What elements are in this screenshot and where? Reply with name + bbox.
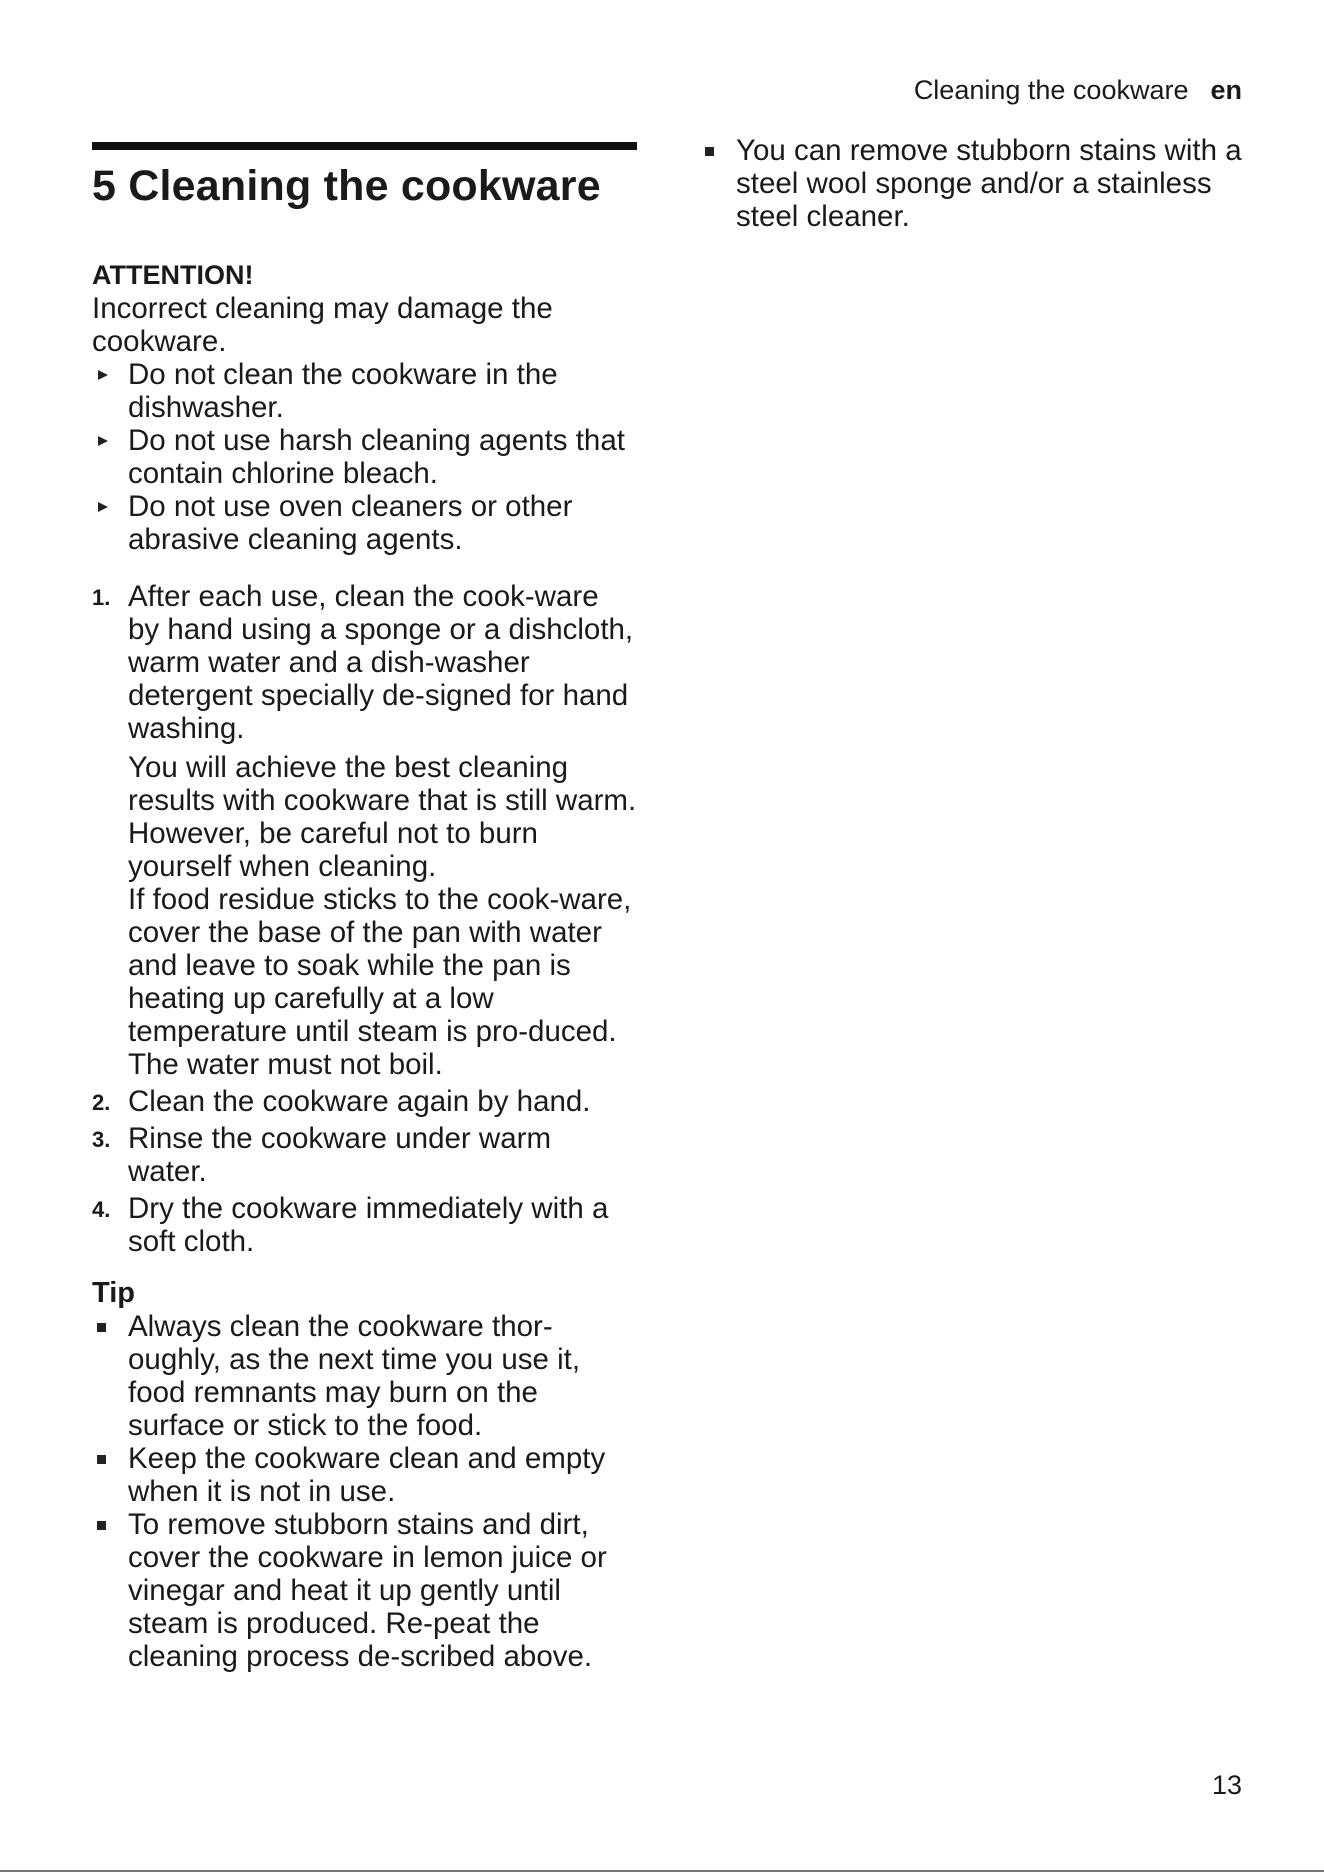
step-item — [92, 1085, 637, 1118]
right-column — [700, 134, 1245, 233]
tip-label: Tip — [92, 1277, 135, 1309]
steps-list — [92, 580, 637, 1258]
step-number: 3. — [92, 1127, 111, 1152]
attention-label: ATTENTION! — [92, 260, 254, 290]
step-note: If food residue sticks to the cook-ware, cover the base of the pan with water and leave to soak while the pan is heating up carefully at a low temperature until steam is pro-duced. The water must not boil. — [128, 883, 632, 1081]
left-column — [92, 142, 637, 1673]
section-title: Cleaning the cookware — [128, 162, 601, 210]
step-text: After each use, clean the cook-ware by hand using a sponge or a dishcloth, warm water and a dish-washer detergent specially de-signed for hand washing. — [128, 580, 634, 745]
attention-item: Do not use harsh cleaning agents that contain chlorine bleach. — [92, 424, 637, 490]
tip-item: You can remove stubborn stains with a steel wool sponge and/or a stainless steel cleaner. — [700, 134, 1245, 233]
section-number: 5 — [92, 162, 117, 210]
running-header — [914, 74, 1242, 106]
attention-item: Do not use oven cleaners or other abrasive cleaning agents. — [92, 490, 637, 556]
tip-list-continued — [700, 134, 1245, 233]
attention-list — [92, 358, 637, 556]
step-text: Rinse the cookware under warm water. — [128, 1122, 552, 1188]
tip-list — [92, 1310, 637, 1673]
step-item — [92, 1192, 637, 1258]
page-number: 13 — [1211, 1770, 1242, 1800]
section-heading — [92, 160, 637, 212]
step-text: Clean the cookware again by hand. — [128, 1085, 591, 1118]
tip-item: Keep the cookware clean and empty when it is not in use. — [92, 1442, 637, 1508]
step-item — [92, 580, 637, 1081]
tip-item: Always clean the cookware thor-oughly, as the next time you use it, food remnants may burn on the surface or stick to the food. — [92, 1310, 637, 1442]
step-number: 2. — [92, 1090, 111, 1115]
attention-item: Do not clean the cookware in the dishwasher. — [92, 358, 637, 424]
step-text: Dry the cookware immediately with a soft cloth. — [128, 1192, 609, 1258]
tip-item: To remove stubborn stains and dirt, cover the cookware in lemon juice or vinegar and heat it up gently until steam is produced. Re-peat the cleaning process de-scribed above. — [92, 1508, 637, 1673]
step-number: 4. — [92, 1197, 111, 1222]
attention-text: Incorrect cleaning may damage the cookware. — [92, 292, 553, 358]
step-note: You will achieve the best cleaning results with cookware that is still warm. However, be careful not to burn yourself when cleaning. — [128, 751, 637, 883]
language-code: en — [1210, 75, 1242, 105]
running-title: Cleaning the cookware — [913, 75, 1189, 105]
step-number: 1. — [92, 585, 111, 610]
step-item — [92, 1122, 637, 1188]
section-rule — [92, 142, 637, 150]
